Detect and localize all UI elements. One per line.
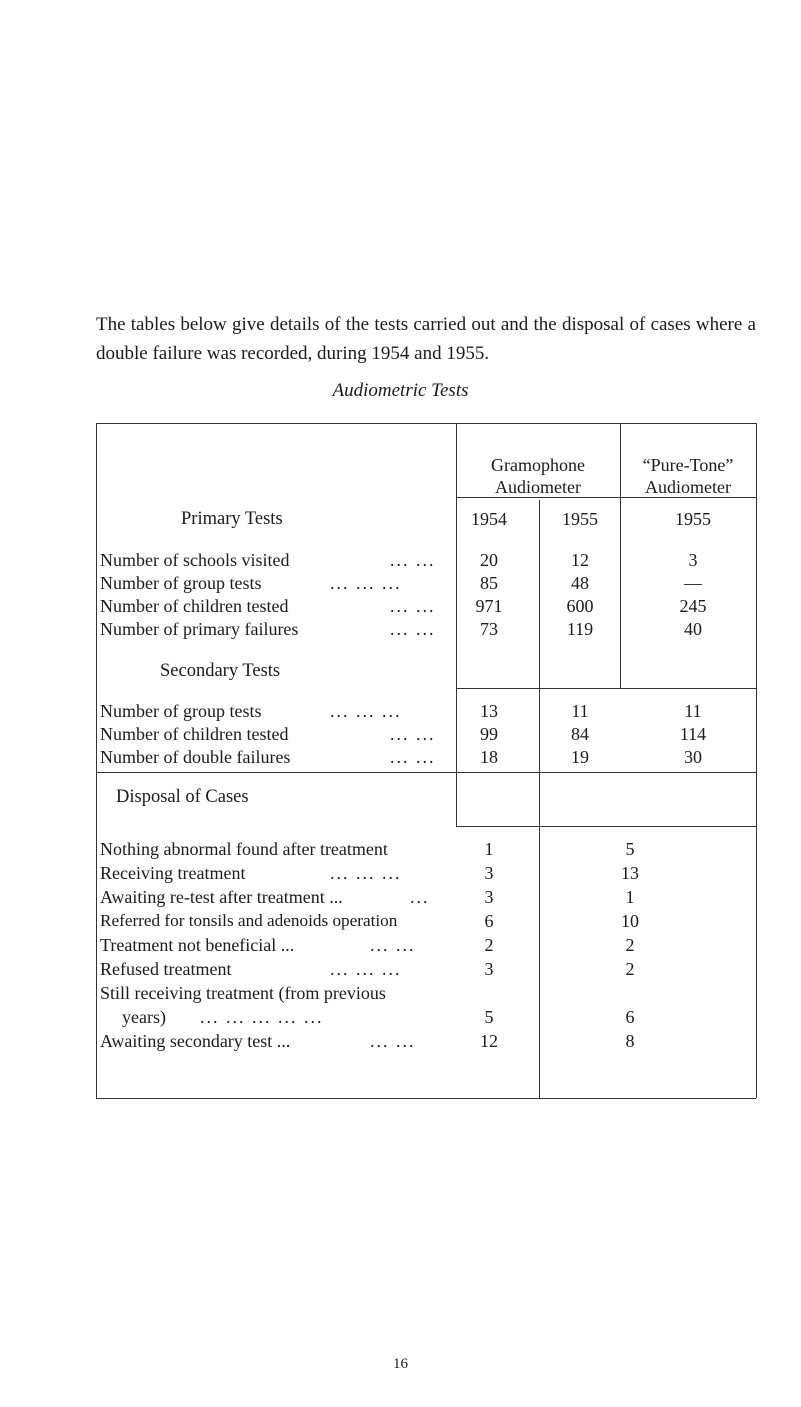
table-row-label: Treatment not beneficial ... (100, 935, 295, 955)
table-cell: 245 (679, 596, 707, 616)
table-cell: 12 (480, 1031, 498, 1051)
table-caption: Audiometric Tests (332, 380, 469, 401)
leader-dots: ... ... (390, 619, 436, 639)
table-cell: 10 (621, 911, 639, 931)
table-row-label: Number of primary failures (100, 619, 299, 639)
table-cell: 40 (684, 619, 702, 639)
table-cell: 1 (625, 887, 635, 907)
table-row-label: Number of group tests (100, 701, 262, 721)
table-cell: 8 (625, 1031, 635, 1051)
table-cell: 119 (566, 619, 594, 639)
page-number: 16 (393, 1356, 408, 1372)
header-year-1955: 1955 (562, 509, 598, 529)
table-cell: 5 (625, 839, 635, 859)
table-row-label: Receiving treatment (100, 863, 246, 883)
table-cell: 19 (571, 747, 589, 767)
table-row-label: Nothing abnormal found after treatment (100, 839, 388, 859)
header-gramophone: Gramophone Audiometer (491, 455, 585, 497)
table-cell: 18 (480, 747, 498, 767)
table-cell: 3 (484, 959, 494, 979)
leader-dots: ... ... (370, 935, 416, 955)
section-primary-title: Primary Tests (181, 509, 283, 529)
table-cell: 1 (484, 839, 494, 859)
leader-dots: ... ... ... (330, 701, 402, 721)
leader-dots: ... ... (390, 550, 436, 570)
table-cell: 48 (571, 573, 589, 593)
leader-dots: ... ... (370, 1031, 416, 1051)
table-cell: 3 (688, 550, 698, 570)
header-year-1955-puretone: 1955 (675, 509, 711, 529)
table-cell: 2 (625, 935, 635, 955)
leader-dots: ... ... (390, 747, 436, 767)
table-cell: 6 (625, 1007, 635, 1027)
table-cell: 11 (571, 701, 589, 721)
table-cell: 99 (480, 724, 498, 744)
header-year-1954: 1954 (471, 509, 507, 529)
leader-dots: ... ... (390, 724, 436, 744)
table-cell: — (684, 573, 702, 593)
table-row-label: Refused treatment (100, 959, 232, 979)
leader-dots: ... ... (390, 596, 436, 616)
table-cell: 84 (571, 724, 589, 744)
leader-dots: ... (410, 887, 430, 907)
table-cell: 11 (684, 701, 702, 721)
leader-dots: ... ... ... (330, 573, 402, 593)
section-secondary-title: Secondary Tests (160, 661, 281, 681)
table-row-label: Number of double failures (100, 747, 291, 767)
table-cell: 2 (625, 959, 635, 979)
table-row-label: Referred for tonsils and adenoids operation (100, 911, 398, 930)
leader-dots: ... ... ... (330, 863, 402, 883)
table-row-label: Number of group tests (100, 573, 262, 593)
table-cell: 73 (480, 619, 498, 639)
table-row-label: Number of children tested (100, 724, 289, 744)
table-cell: 600 (566, 596, 594, 616)
leader-dots: ... ... ... ... ... (200, 1007, 324, 1027)
table-cell: 13 (621, 863, 639, 883)
table-cell: 5 (484, 1007, 494, 1027)
table-row-label: Number of schools visited (100, 550, 290, 570)
table-cell: 20 (480, 550, 498, 570)
table-cell: 2 (484, 935, 494, 955)
table-row-label: Awaiting secondary test ... (100, 1031, 291, 1051)
table-cell: 30 (684, 747, 702, 767)
header-puretone: “Pure-Tone” Audiometer (642, 455, 734, 497)
table-cell: 13 (480, 701, 498, 721)
table-cell: 114 (679, 724, 707, 744)
table-cell: 85 (480, 573, 498, 593)
table-cell: 3 (484, 887, 494, 907)
table-cell: 971 (475, 596, 503, 616)
table-row-label: Awaiting re-test after treatment ... (100, 887, 343, 907)
table-row-label: Still receiving treatment (from previous (100, 983, 386, 1003)
section-disposal-title: Disposal of Cases (116, 787, 249, 807)
table-cell: 6 (484, 911, 494, 931)
intro-paragraph: The tables below give details of the tests carried out and the disposal of cases where a double failure was recorded, during 1954 and 1955. (96, 314, 756, 364)
leader-dots: ... ... ... (330, 959, 402, 979)
table-cell: 3 (484, 863, 494, 883)
table-cell: 12 (571, 550, 589, 570)
table-row-label-cont: years) (122, 1007, 166, 1027)
table-row-label: Number of children tested (100, 596, 289, 616)
